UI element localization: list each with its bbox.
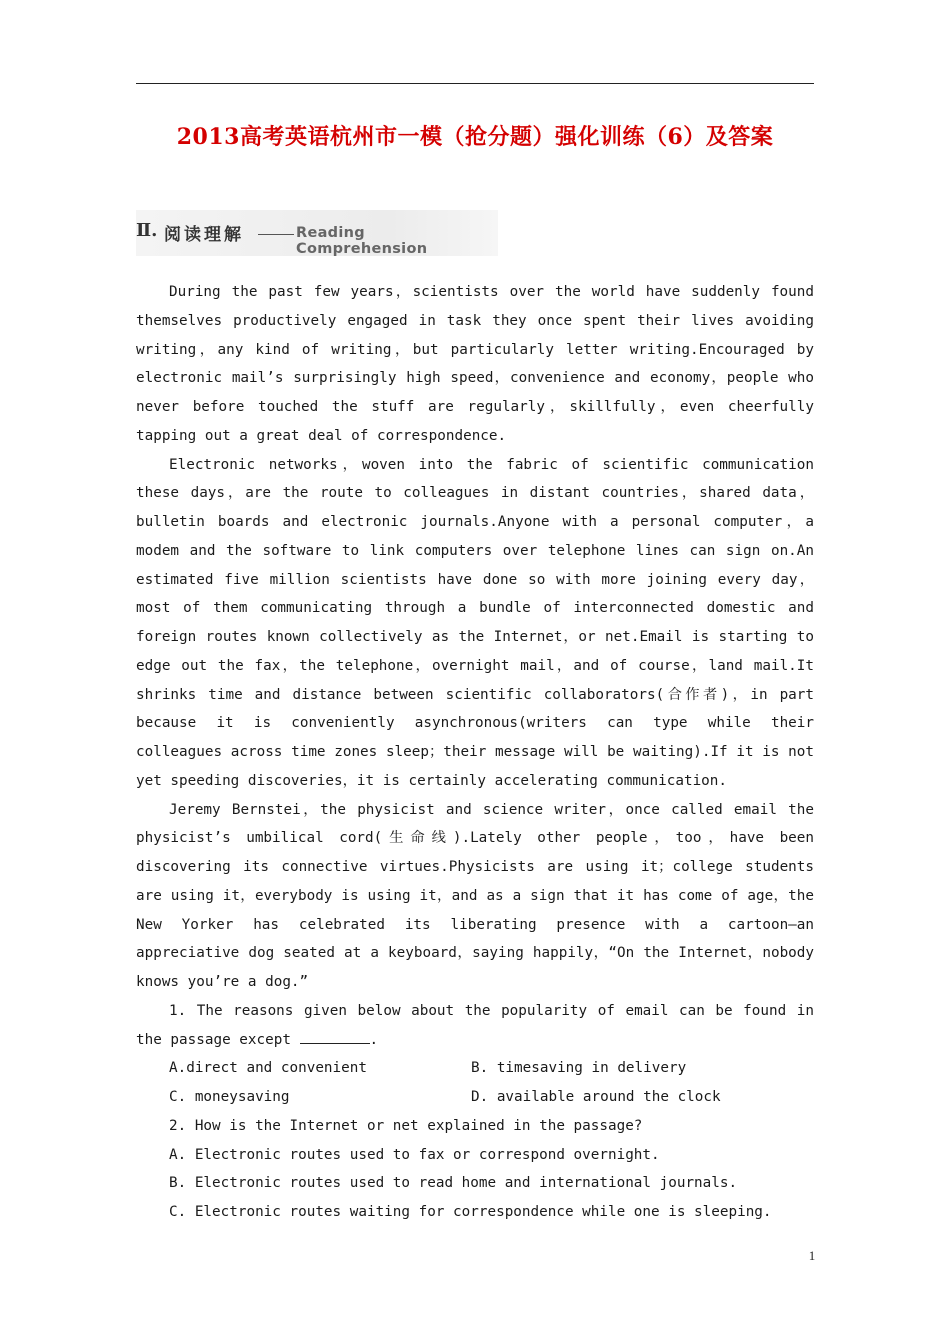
question-1-options-row-2 <box>136 1083 814 1112</box>
question-1-option-c: C. moneysaving <box>169 1089 290 1105</box>
question-2-option-b: B. Electronic routes used to read home and international journals. <box>169 1175 738 1192</box>
question-1-option-a: A.direct and convenient <box>169 1060 367 1077</box>
paragraph-1: During the past few years，scientists over the world have suddenly found themselves productively engaged in task they once spent their lives avoiding writing，any kind of writing，but particularly letter writing.Encouraged by electronic mail’s surprisingly high speed，convenience and economy，people who never before touched the stuff are regularly，skillfully，even cheerfully tapping out a great deal of correspondence. <box>136 284 814 444</box>
question-1-stem-text: 1. The reasons given below about the popularity of email can be found in the passage except <box>136 1002 814 1048</box>
paragraph-2: Electronic networks，woven into the fabric of scientific communication these days，are the route to colleagues in distant countries，shared data，bulletin boards and electronic journals.Anyone with a personal computer，a modem and the software to link computers over telephone lines can sign on.An estimated five million scientists have done so with more joining every day，most of them communicating through a bundle of interconnected domestic and foreign routes known collectively as the Internet，or net.Email is starting to edge out the fax，the telephone，overnight mail，and of course，land mail.It shrinks time and distance between scientific collaborators(合作者)，in part because it is conveniently asynchronous(writers can type while their colleagues across time zones sleep；their message will be waiting).If it is not yet speeding discoveries，it is certainly accelerating communication. <box>136 456 814 789</box>
section-banner <box>136 210 498 256</box>
document-body <box>136 278 814 1227</box>
question-1-option-d: D. available around the clock <box>471 1089 721 1105</box>
question-2-option-a: A. Electronic routes used to fax or correspond overnight. <box>169 1146 660 1163</box>
question-1-stem-end: . <box>369 1031 379 1048</box>
answer-blank <box>300 1029 370 1044</box>
question-1 <box>136 997 814 1112</box>
paragraph-3: Jeremy Bernstei，the physicist and science writer，once called email the physicist’s umbilical cord(生命线).Lately other people，too，have been discovering its connective virtues.Physicists are using it；college students are using it，everybody is using it，and as a sign that it has come of age，the New Yorker has celebrated its liberating presence with a cartoon—an appreciative dog seated at a keyboard，saying happily，“On the Internet，nobody knows you’re a dog.” <box>136 801 814 990</box>
question-1-stem <box>136 997 814 1055</box>
question-2-option-c: C. Electronic routes waiting for correspondence while one is sleeping. <box>169 1204 772 1220</box>
question-2-stem: 2. How is the Internet or net explained in the passage? <box>169 1117 643 1134</box>
section-english-heading: Reading Comprehension <box>296 225 428 257</box>
header-rule <box>136 83 814 84</box>
page-number: 1 <box>808 1248 816 1263</box>
section-roman-numeral: Ⅱ. <box>136 220 158 241</box>
question-2 <box>136 1112 814 1227</box>
question-1-option-b: B. timesaving in delivery <box>471 1060 687 1077</box>
section-chinese-heading: 阅读理解 <box>164 225 244 245</box>
question-1-options-row-1 <box>136 1054 814 1083</box>
document-title: 2013高考英语杭州市一模（抢分题）强化训练（6）及答案 <box>176 124 774 150</box>
section-dash-divider <box>258 234 294 235</box>
